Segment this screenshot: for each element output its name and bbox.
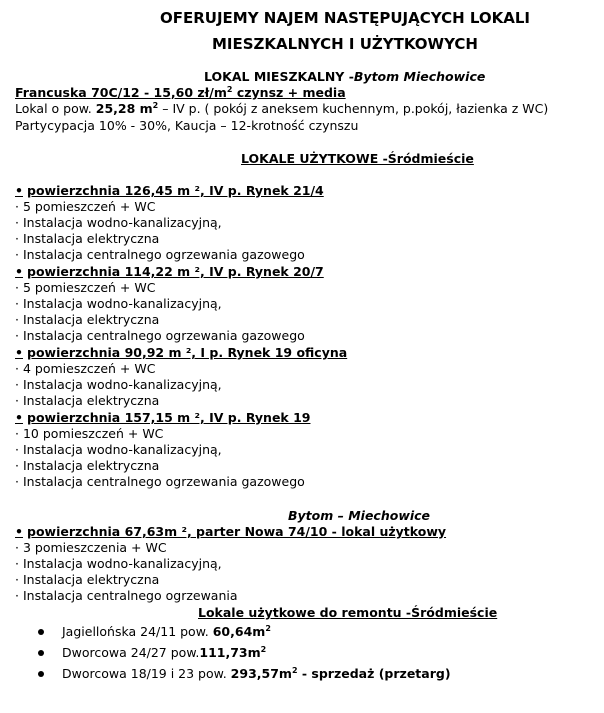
miechowice-heading: Bytom – Miechowice <box>288 508 431 523</box>
unit-feature-text: Instalacja centralnego ogrzewania <box>22 588 238 603</box>
bullet-dot: · <box>15 540 19 555</box>
bullet-dot: · <box>15 556 19 571</box>
unit-feature-text: Instalacja elektryczna <box>22 572 160 587</box>
renovation-address: Dworcowa 24/27 pow. <box>62 645 200 660</box>
unit-feature-text: Instalacja elektryczna <box>22 393 160 408</box>
bullet-dot: • <box>15 524 23 539</box>
renovation-area-sup: 2 <box>265 624 271 633</box>
unit-feature <box>15 442 222 458</box>
unit-feature-text: Instalacja elektryczna <box>22 458 160 473</box>
unit-feature <box>15 247 305 263</box>
unit-feature-text: 3 pomieszczenia + WC <box>22 540 167 555</box>
residential-area-prefix: Lokal o pow. <box>15 101 96 116</box>
unit-feature-text: 4 pomieszczeń + WC <box>22 361 156 376</box>
bullet-dot: · <box>15 572 19 587</box>
unit-feature <box>15 296 222 312</box>
bullet-dot: • <box>15 410 23 425</box>
unit-feature-text: Instalacja centralnego ogrzewania gazowego <box>22 474 305 489</box>
unit-feature-text: Instalacja wodno-kanalizacyjną, <box>22 442 222 457</box>
bullet-dot: · <box>15 280 19 295</box>
unit-feature <box>15 458 159 474</box>
unit-feature <box>15 556 222 572</box>
bullet-dot: · <box>15 296 19 311</box>
residential-address <box>15 85 346 101</box>
unit-feature <box>15 328 305 344</box>
unit-feature <box>15 426 163 442</box>
renovation-area-sup: 2 <box>260 645 267 654</box>
residential-heading <box>204 69 485 84</box>
bullet-dot: · <box>15 393 19 408</box>
unit-feature <box>15 215 222 231</box>
bullet-dot: · <box>15 312 19 327</box>
bullet-dot: · <box>15 215 19 230</box>
unit-feature <box>15 572 159 588</box>
renovation-address: Jagiellońska 24/11 pow. <box>62 624 213 639</box>
unit-title <box>15 524 446 540</box>
residential-area-value: 25,28 m <box>95 101 153 116</box>
unit-feature <box>15 377 222 393</box>
page-title-line2: MIESZKALNYCH I UŻYTKOWYCH <box>212 35 478 53</box>
bullet-dot: • <box>15 345 23 360</box>
residential-address-line: Francuska 70C/12 - 15,60 zł/m <box>15 85 227 100</box>
unit-feature <box>15 361 155 377</box>
unit-feature <box>15 540 167 556</box>
renovation-item <box>62 624 271 639</box>
unit-feature-text: 5 pomieszczeń + WC <box>22 199 156 214</box>
renovation-area: 60,64m <box>212 624 266 639</box>
bullet-dot: • <box>15 183 23 198</box>
renovation-note: - sprzedaż (przetarg) <box>297 666 451 681</box>
unit-feature-text: Instalacja elektryczna <box>22 231 160 246</box>
unit-feature <box>15 199 155 215</box>
unit-feature <box>15 588 238 604</box>
residential-area-suffix: – IV p. ( pokój z aneksem kuchennym, p.pokój, łazienka z WC) <box>158 101 549 116</box>
unit-feature <box>15 231 159 247</box>
unit-title <box>15 410 310 426</box>
bullet-dot <box>38 650 44 656</box>
unit-feature-text: Instalacja wodno-kanalizacyjną, <box>22 556 222 571</box>
unit-feature-text: Instalacja wodno-kanalizacyjną, <box>22 296 222 311</box>
unit-feature <box>15 312 159 328</box>
renovation-area: 111,73m <box>199 645 261 660</box>
renovation-area: 293,57m <box>230 666 292 681</box>
bullet-dot: · <box>15 474 19 489</box>
residential-area <box>15 101 548 117</box>
bullet-dot: · <box>15 442 19 457</box>
unit-feature-text: Instalacja centralnego ogrzewania gazowego <box>22 247 305 262</box>
bullet-dot: · <box>15 588 19 603</box>
renovation-heading: Lokale użytkowe do remontu -Śródmieście <box>198 605 498 620</box>
renovation-item <box>62 666 451 681</box>
renovation-item <box>62 645 266 660</box>
unit-title-text: powierzchnia 114,22 m ², IV p. Rynek 20/7 <box>27 264 324 279</box>
renovation-address: Dworcowa 18/19 i 23 pow. <box>62 666 231 681</box>
unit-title-text: powierzchnia 67,63m ², parter Nowa 74/10 - lokal użytkowy <box>27 524 447 539</box>
bullet-dot: · <box>15 426 19 441</box>
unit-title-text: powierzchnia 126,45 m ², IV p. Rynek 21/4 <box>27 183 324 198</box>
bullet-dot: · <box>15 458 19 473</box>
renovation-area-sup: 2 <box>291 666 298 675</box>
unit-feature-text: 10 pomieszczeń + WC <box>22 426 164 441</box>
unit-title <box>15 183 324 199</box>
residential-area-sup: 2 <box>152 101 159 110</box>
bullet-dot: · <box>15 231 19 246</box>
unit-title-text: powierzchnia 157,15 m ², IV p. Rynek 19 <box>27 410 311 425</box>
page-title-line1: OFERUJEMY NAJEM NASTĘPUJĄCYCH LOKALI <box>159 9 531 27</box>
bullet-dot <box>38 629 44 635</box>
bullet-dot <box>38 671 44 677</box>
commercial-center-heading: LOKALE UŻYTKOWE -Śródmieście <box>241 151 474 166</box>
bullet-dot: · <box>15 247 19 262</box>
unit-feature <box>15 280 155 296</box>
bullet-dot: • <box>15 264 23 279</box>
bullet-dot: · <box>15 361 19 376</box>
residential-heading-prefix: LOKAL MIESZKALNY - <box>204 69 354 84</box>
bullet-dot: · <box>15 199 19 214</box>
unit-feature <box>15 474 305 490</box>
unit-feature-text: Instalacja wodno-kanalizacyjną, <box>22 377 222 392</box>
unit-feature-text: Instalacja wodno-kanalizacyjną, <box>22 215 222 230</box>
bullet-dot: · <box>15 328 19 343</box>
unit-feature <box>15 393 159 409</box>
residential-address-suffix: czynsz + media <box>232 85 346 100</box>
unit-feature-text: 5 pomieszczeń + WC <box>22 280 156 295</box>
unit-title <box>15 264 324 280</box>
bullet-dot: · <box>15 377 19 392</box>
unit-title <box>15 345 347 361</box>
unit-feature-text: Instalacja centralnego ogrzewania gazowego <box>22 328 305 343</box>
residential-address-sup: 2 <box>226 85 233 94</box>
residential-terms: Partycypacja 10% - 30%, Kaucja – 12-krotność czynszu <box>15 118 359 133</box>
residential-heading-location: Bytom Miechowice <box>353 69 486 84</box>
unit-title-text: powierzchnia 90,92 m ², I p. Rynek 19 oficyna <box>27 345 348 360</box>
unit-feature-text: Instalacja elektryczna <box>22 312 160 327</box>
